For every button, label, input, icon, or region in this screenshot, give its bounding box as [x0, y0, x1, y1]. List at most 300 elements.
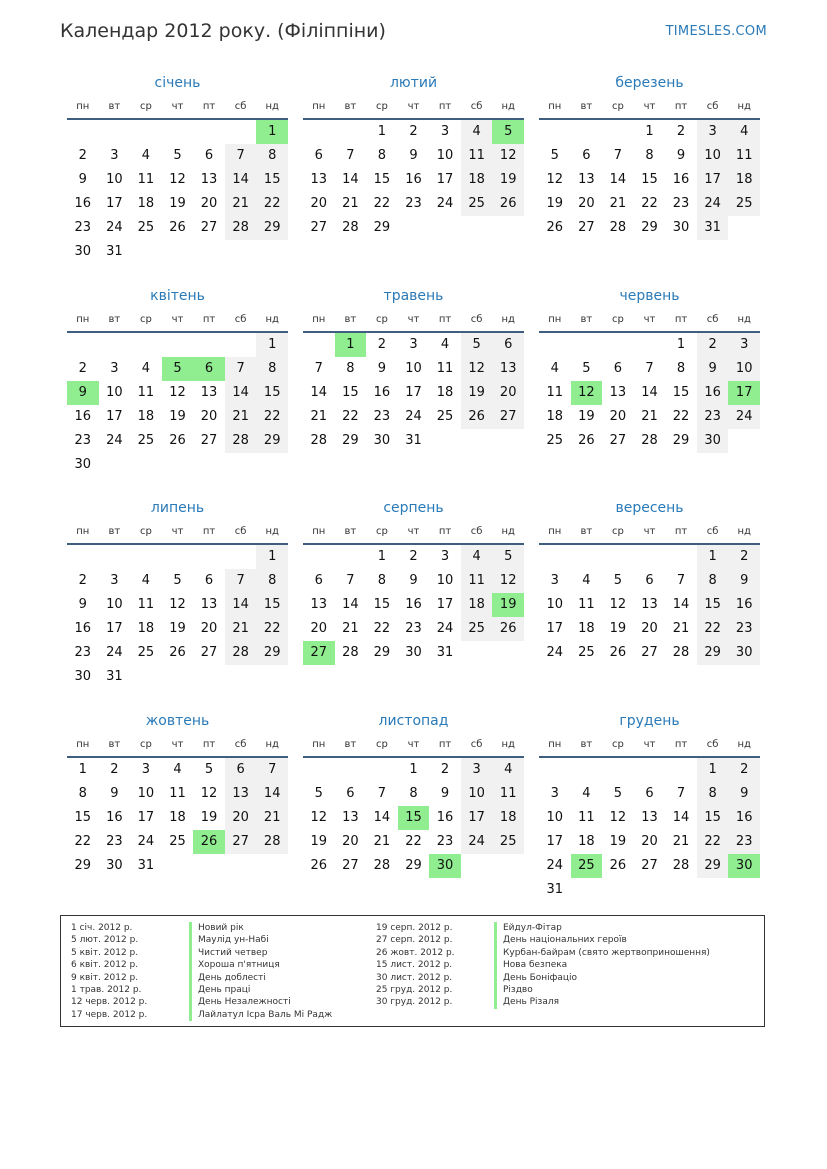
day-cell: 22: [373, 621, 391, 636]
weekday-label: сб: [234, 526, 247, 537]
day-cell: 13: [200, 597, 218, 612]
day-cell: 23: [728, 830, 760, 854]
day-cell: 21: [256, 806, 288, 830]
day-cell: 5: [492, 545, 524, 569]
day-cell: 8: [697, 782, 729, 806]
day-cell: 13: [492, 357, 524, 381]
day-cell: 21: [225, 617, 257, 641]
weekday-label: ср: [139, 101, 152, 112]
day-cell: 23: [405, 196, 422, 211]
weekday-label: нд: [501, 101, 515, 112]
day-cell: 18: [461, 593, 493, 617]
weekday-label: нд: [501, 739, 515, 750]
month-block: [67, 495, 288, 689]
day-cell: 12: [200, 786, 218, 801]
weekday-label: ср: [375, 101, 388, 112]
day-cell: 3: [141, 762, 151, 777]
day-cell: 28: [256, 830, 288, 854]
day-cell: 3: [440, 549, 450, 564]
day-cell: 7: [314, 361, 323, 376]
day-cell: 14: [225, 168, 257, 192]
day-cell: 17: [546, 621, 564, 636]
day-cell: 10: [546, 597, 564, 612]
day-cell: 5: [173, 148, 182, 163]
day-cell: 3: [728, 333, 760, 357]
day-cell: 26: [169, 220, 186, 235]
day-cell: 14: [310, 385, 328, 400]
day-cell: 29: [697, 854, 729, 878]
day-cell: 24: [405, 409, 422, 424]
day-cell: 12: [169, 385, 186, 400]
weekday-label: чт: [171, 101, 184, 112]
day-cell: 6: [225, 758, 257, 782]
day-cell: 30: [373, 433, 391, 448]
weekday-label: пн: [76, 526, 90, 537]
weekday-label: нд: [265, 101, 279, 112]
day-cell: 9: [377, 361, 387, 376]
weekday-label: пт: [202, 314, 216, 325]
day-cell: 24: [728, 405, 760, 429]
day-cell: 18: [137, 196, 155, 211]
day-cell: 25: [578, 645, 595, 660]
day-cell: 25: [461, 617, 493, 641]
day-cell: 1: [377, 549, 387, 564]
day-cell: 25: [546, 433, 564, 448]
legend-date: 5 квіт. 2012 р.: [71, 947, 139, 958]
weekday-header: [67, 96, 288, 120]
day-cell: 4: [141, 361, 151, 376]
weekday-label: нд: [265, 526, 279, 537]
day-cell: 23: [106, 834, 123, 849]
day-cell: 9: [697, 357, 729, 381]
weekday-label: нд: [737, 101, 751, 112]
weekday-label: сб: [706, 101, 719, 112]
weekday-label: сб: [470, 526, 483, 537]
weekday-label: пн: [312, 526, 326, 537]
day-cell: 30: [697, 429, 729, 453]
day-grid: [539, 120, 760, 240]
day-cell: 16: [728, 806, 760, 830]
legend-date-column: [376, 922, 455, 1009]
day-cell: 10: [106, 597, 123, 612]
day-cell: 11: [728, 144, 760, 168]
weekday-label: чт: [171, 526, 184, 537]
legend-date: 30 груд. 2012 р.: [376, 997, 453, 1008]
legend-holiday-name: Ейдул-Фітар: [494, 922, 710, 934]
day-cell: 4: [582, 786, 591, 801]
legend-date: 25 груд. 2012 р.: [376, 984, 453, 995]
day-cell: 28: [672, 858, 690, 873]
day-grid: [67, 333, 288, 477]
month-block: [303, 283, 524, 453]
weekday-label: чт: [643, 101, 656, 112]
weekday-label: сб: [470, 314, 483, 325]
day-cell: 30: [405, 645, 422, 660]
day-cell: 19: [310, 834, 328, 849]
day-cell: 10: [728, 357, 760, 381]
legend-holiday-name: Чистий четвер: [189, 947, 332, 959]
day-cell: 1: [697, 758, 729, 782]
day-cell: 11: [137, 172, 155, 187]
day-cell: 21: [641, 409, 658, 424]
day-cell: 3: [110, 361, 119, 376]
day-cell: 16: [74, 196, 92, 211]
day-cell: 18: [137, 621, 155, 636]
day-cell: 13: [578, 172, 595, 187]
legend-date: 6 квіт. 2012 р.: [71, 960, 139, 971]
day-grid: [67, 758, 288, 878]
holiday-cell: 30: [429, 854, 461, 878]
month-name: вересень: [615, 500, 684, 516]
month-block: [67, 283, 288, 477]
day-cell: 27: [641, 645, 658, 660]
day-cell: 31: [697, 216, 729, 240]
day-cell: 14: [225, 381, 257, 405]
day-cell: 21: [310, 409, 328, 424]
weekday-label: сб: [234, 739, 247, 750]
day-cell: 10: [137, 786, 155, 801]
weekday-label: нд: [265, 739, 279, 750]
legend-date: 1 січ. 2012 р.: [71, 923, 133, 933]
day-cell: 17: [436, 172, 454, 187]
day-cell: 27: [200, 433, 218, 448]
day-cell: 16: [405, 172, 422, 187]
day-cell: 10: [405, 361, 422, 376]
weekday-label: чт: [643, 526, 656, 537]
legend-holiday-name: Маулід ун-Набі: [189, 934, 332, 946]
day-cell: 3: [550, 786, 559, 801]
weekday-label: пт: [202, 739, 216, 750]
day-cell: 16: [373, 385, 391, 400]
day-cell: 13: [641, 810, 658, 825]
legend-date: 12 черв. 2012 р.: [71, 997, 148, 1008]
holiday-cell: 6: [193, 357, 225, 381]
weekday-label: чт: [171, 739, 184, 750]
holiday-cell: 9: [67, 381, 99, 405]
holiday-cell: 17: [728, 381, 760, 405]
legend-date: 26 жовт. 2012 р.: [376, 947, 455, 958]
weekday-label: вт: [108, 526, 121, 537]
day-cell: 1: [256, 333, 288, 357]
day-cell: 23: [697, 405, 729, 429]
legend-holiday-name: Різдво: [494, 984, 710, 996]
day-cell: 20: [200, 621, 218, 636]
weekday-label: пн: [312, 314, 326, 325]
day-cell: 1: [645, 124, 654, 139]
day-cell: 6: [346, 786, 355, 801]
day-cell: 8: [346, 361, 355, 376]
day-cell: 22: [74, 834, 92, 849]
day-cell: 26: [609, 645, 627, 660]
weekday-label: нд: [737, 739, 751, 750]
weekday-label: ср: [375, 739, 388, 750]
day-cell: 17: [405, 385, 422, 400]
legend-holiday-name: День праці: [189, 984, 332, 996]
weekday-label: пн: [548, 314, 562, 325]
day-cell: 19: [492, 168, 524, 192]
month-name: квітень: [150, 288, 205, 304]
weekday-label: сб: [470, 739, 483, 750]
day-cell: 8: [377, 148, 387, 163]
weekday-label: пт: [438, 314, 452, 325]
day-cell: 15: [697, 806, 729, 830]
day-cell: 15: [342, 385, 359, 400]
day-cell: 19: [609, 834, 627, 849]
weekday-label: ср: [611, 526, 624, 537]
weekday-label: пт: [202, 526, 216, 537]
day-grid: [539, 758, 760, 902]
day-cell: 15: [74, 810, 92, 825]
day-cell: 19: [169, 621, 186, 636]
day-cell: 20: [310, 621, 328, 636]
day-cell: 30: [728, 641, 760, 665]
day-cell: 11: [461, 144, 493, 168]
day-cell: 2: [377, 337, 387, 352]
day-cell: 27: [609, 433, 627, 448]
legend-date: 9 квіт. 2012 р.: [71, 972, 139, 983]
weekday-label: чт: [407, 526, 420, 537]
day-cell: 6: [645, 786, 654, 801]
day-cell: 24: [546, 858, 564, 873]
day-cell: 3: [110, 148, 119, 163]
day-cell: 17: [546, 834, 564, 849]
day-cell: 11: [137, 385, 155, 400]
holiday-cell: 12: [571, 381, 603, 405]
legend-holiday-name: День національних героїв: [494, 934, 710, 946]
day-cell: 25: [169, 834, 186, 849]
day-cell: 27: [578, 220, 595, 235]
day-cell: 17: [137, 810, 155, 825]
day-cell: 14: [641, 385, 658, 400]
month-name: серпень: [383, 500, 444, 516]
day-cell: 23: [405, 621, 422, 636]
day-cell: 28: [342, 220, 359, 235]
day-cell: 6: [492, 333, 524, 357]
day-cell: 15: [373, 172, 391, 187]
day-cell: 25: [461, 192, 493, 216]
day-cell: 27: [200, 645, 218, 660]
day-cell: 2: [78, 148, 87, 163]
day-cell: 8: [409, 786, 418, 801]
day-cell: 12: [169, 172, 186, 187]
day-cell: 7: [225, 569, 257, 593]
day-cell: 4: [492, 758, 524, 782]
day-cell: 15: [256, 168, 288, 192]
day-cell: 29: [342, 433, 359, 448]
day-cell: 6: [314, 573, 323, 588]
day-cell: 12: [492, 569, 524, 593]
day-cell: 22: [405, 834, 422, 849]
holiday-cell: 25: [571, 854, 603, 878]
day-cell: 22: [697, 617, 729, 641]
day-cell: 19: [169, 409, 186, 424]
weekday-label: чт: [643, 314, 656, 325]
day-cell: 21: [672, 834, 690, 849]
day-cell: 13: [342, 810, 359, 825]
weekday-label: вт: [580, 526, 593, 537]
day-cell: 20: [225, 806, 257, 830]
day-cell: 28: [310, 433, 328, 448]
day-cell: 26: [609, 858, 627, 873]
day-cell: 29: [256, 641, 288, 665]
day-cell: 7: [346, 573, 355, 588]
day-cell: 19: [578, 409, 595, 424]
weekday-header: [303, 734, 524, 758]
day-cell: 8: [78, 786, 87, 801]
day-cell: 1: [256, 545, 288, 569]
day-cell: 2: [440, 762, 450, 777]
day-cell: 22: [256, 192, 288, 216]
weekday-header: [67, 309, 288, 333]
weekday-header: [539, 734, 760, 758]
weekday-label: сб: [234, 101, 247, 112]
weekday-header: [67, 734, 288, 758]
day-cell: 15: [373, 597, 391, 612]
day-cell: 20: [200, 196, 218, 211]
day-cell: 7: [645, 361, 654, 376]
day-cell: 28: [672, 645, 690, 660]
day-cell: 16: [106, 810, 123, 825]
weekday-label: вт: [344, 101, 357, 112]
weekday-label: нд: [737, 314, 751, 325]
weekday-label: пн: [548, 526, 562, 537]
day-cell: 11: [169, 786, 186, 801]
day-cell: 20: [609, 409, 627, 424]
day-cell: 12: [461, 357, 493, 381]
day-cell: 2: [110, 762, 119, 777]
weekday-label: пт: [438, 101, 452, 112]
day-cell: 14: [672, 810, 690, 825]
month-name: лютий: [389, 75, 438, 91]
day-cell: 8: [676, 361, 686, 376]
day-cell: 26: [461, 405, 493, 429]
day-cell: 4: [141, 573, 151, 588]
day-cell: 3: [409, 337, 418, 352]
day-cell: 22: [672, 409, 690, 424]
legend-name-column: [494, 922, 710, 1009]
day-cell: 26: [492, 192, 524, 216]
weekday-label: пт: [674, 526, 688, 537]
weekday-label: сб: [470, 101, 483, 112]
day-cell: 25: [137, 220, 155, 235]
day-cell: 22: [641, 196, 658, 211]
weekday-label: пт: [674, 739, 688, 750]
day-cell: 29: [373, 220, 391, 235]
weekday-label: пт: [674, 101, 688, 112]
legend-holiday-name: Хороша п'ятниця: [189, 959, 332, 971]
day-cell: 5: [582, 361, 591, 376]
day-cell: 13: [609, 385, 627, 400]
day-cell: 14: [672, 597, 690, 612]
legend-holiday-name: День Різаля: [494, 996, 710, 1008]
weekday-label: ср: [139, 314, 152, 325]
day-cell: 5: [613, 573, 623, 588]
day-cell: 30: [74, 669, 92, 684]
weekday-label: пн: [76, 314, 90, 325]
month-name: травень: [383, 288, 444, 304]
weekday-label: пт: [674, 314, 688, 325]
day-cell: 16: [672, 172, 690, 187]
day-cell: 9: [728, 569, 760, 593]
day-grid: [539, 545, 760, 665]
day-cell: 3: [461, 758, 493, 782]
day-cell: 11: [436, 361, 454, 376]
day-cell: 4: [141, 148, 151, 163]
day-cell: 21: [609, 196, 627, 211]
weekday-label: пн: [312, 739, 326, 750]
day-cell: 24: [697, 192, 729, 216]
day-cell: 17: [436, 597, 454, 612]
day-cell: 7: [225, 357, 257, 381]
site-name[interactable]: TIMESLES.COM: [665, 24, 767, 39]
weekday-label: нд: [501, 526, 515, 537]
day-cell: 9: [728, 782, 760, 806]
day-cell: 24: [436, 621, 454, 636]
day-cell: 18: [546, 409, 564, 424]
day-cell: 14: [609, 172, 627, 187]
weekday-label: ср: [611, 739, 624, 750]
weekday-label: чт: [171, 314, 184, 325]
day-cell: 31: [106, 669, 123, 684]
day-cell: 29: [373, 645, 391, 660]
day-cell: 7: [377, 786, 387, 801]
day-cell: 12: [546, 172, 564, 187]
weekday-label: вт: [108, 739, 121, 750]
day-cell: 7: [346, 148, 355, 163]
holiday-cell: 27: [303, 641, 335, 665]
day-cell: 12: [609, 810, 627, 825]
month-block: [67, 70, 288, 264]
day-cell: 15: [641, 172, 658, 187]
day-cell: 21: [225, 192, 257, 216]
day-cell: 4: [173, 762, 182, 777]
day-cell: 28: [373, 858, 391, 873]
day-cell: 25: [492, 830, 524, 854]
day-cell: 22: [342, 409, 359, 424]
day-cell: 31: [436, 645, 454, 660]
day-cell: 9: [409, 148, 418, 163]
weekday-label: нд: [737, 526, 751, 537]
day-cell: 29: [74, 858, 92, 873]
day-cell: 29: [256, 429, 288, 453]
day-cell: 6: [582, 148, 591, 163]
month-name: грудень: [619, 713, 680, 729]
holiday-cell: 1: [335, 333, 367, 357]
legend-name-column: [189, 922, 332, 1021]
month-block: [303, 708, 524, 878]
day-cell: 25: [137, 433, 155, 448]
day-cell: 22: [256, 405, 288, 429]
weekday-label: чт: [407, 739, 420, 750]
day-cell: 31: [546, 882, 564, 897]
day-cell: 5: [314, 786, 323, 801]
day-cell: 12: [310, 810, 328, 825]
day-cell: 2: [728, 758, 760, 782]
day-cell: 4: [582, 573, 591, 588]
day-cell: 9: [78, 172, 87, 187]
day-cell: 8: [377, 573, 387, 588]
day-cell: 17: [697, 168, 729, 192]
day-cell: 16: [697, 381, 729, 405]
day-cell: 30: [74, 457, 92, 472]
month-name: березень: [615, 75, 684, 91]
weekday-label: вт: [344, 314, 357, 325]
day-cell: 7: [256, 758, 288, 782]
weekday-label: вт: [580, 314, 593, 325]
day-cell: 10: [106, 172, 123, 187]
weekday-label: пт: [438, 526, 452, 537]
day-cell: 17: [106, 621, 123, 636]
